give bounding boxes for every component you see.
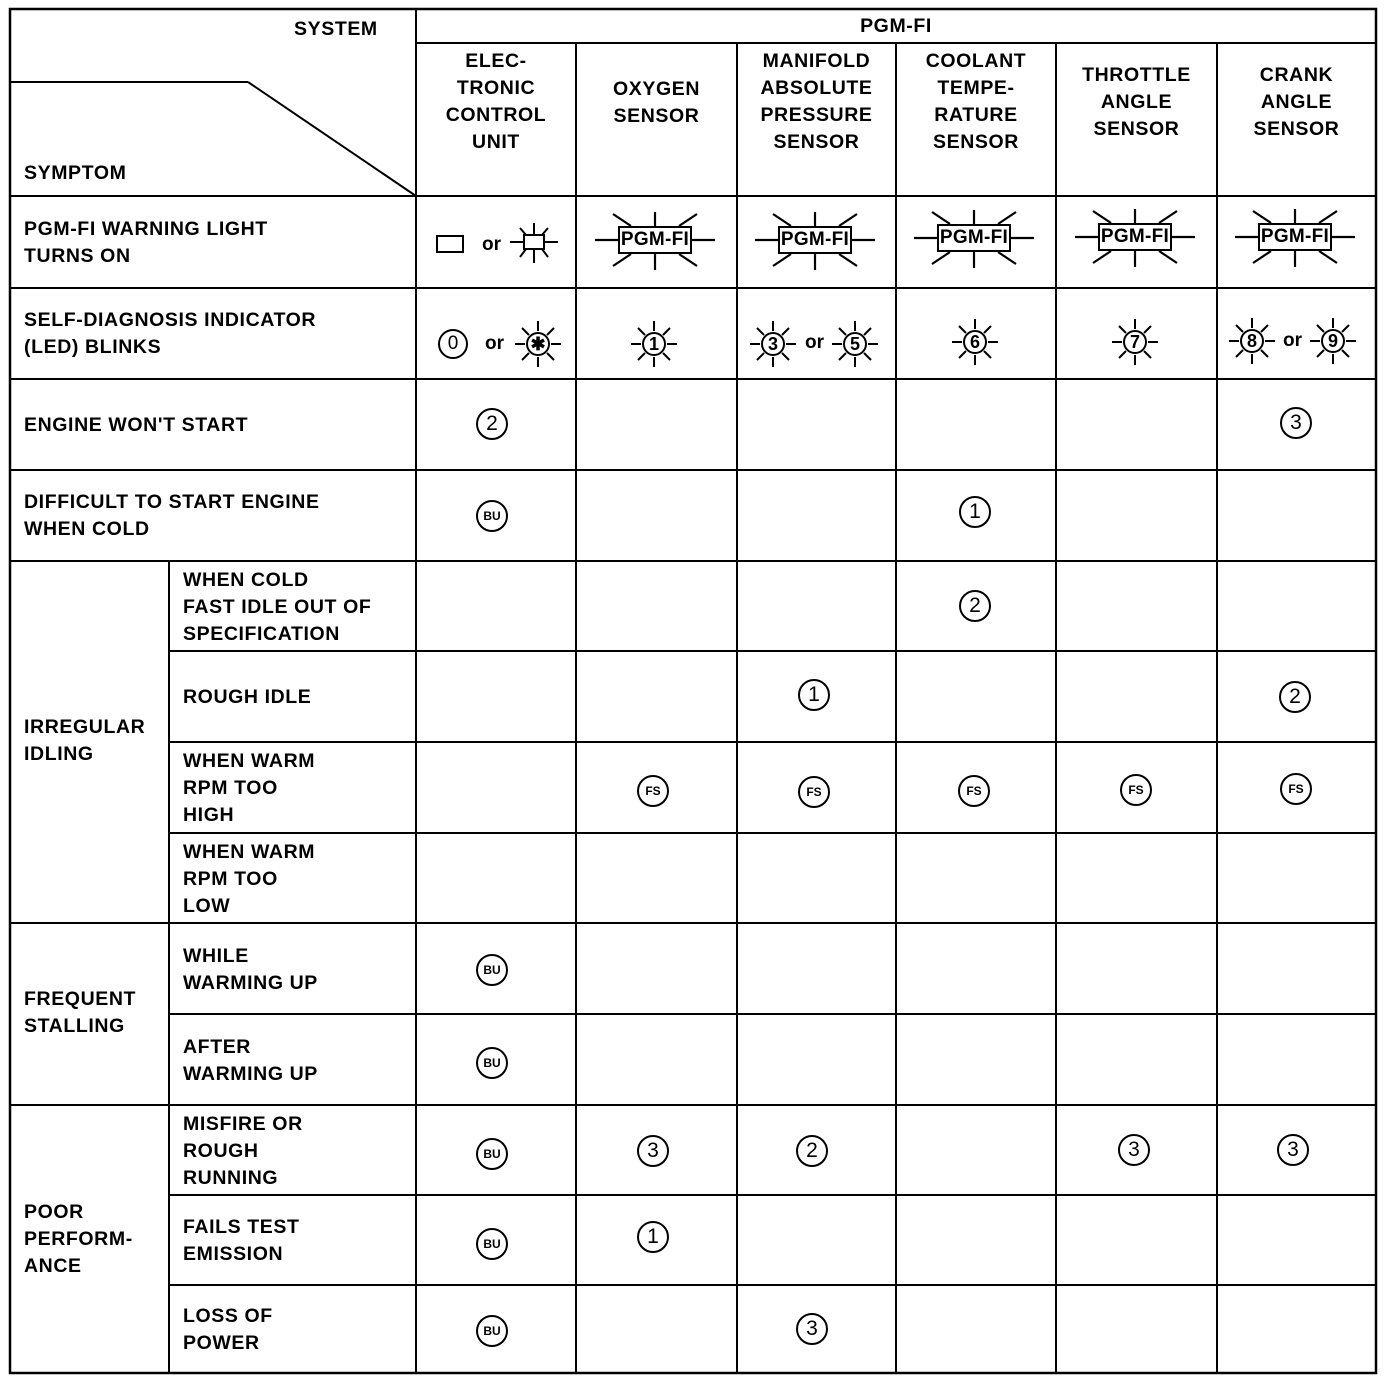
cell-warm-high-throttle: FS (1120, 774, 1152, 806)
led-blink-icon (831, 320, 879, 368)
cell-cold-fast-idle-coolant: 2 (959, 590, 991, 622)
col-header-oxygen-sensor: OXYGEN SENSOR (612, 78, 701, 127)
pgm-fi-lamp-text: PGM-FI (778, 226, 852, 254)
sub-symptom-cold-fast-idle: WHEN COLD FAST IDLE OUT OF SPECIFICATION (183, 569, 372, 645)
symptom-poor-performance: POOR PERFORM- ANCE (24, 1201, 133, 1277)
cell-loss-power-map: 3 (796, 1313, 828, 1345)
symptom-warning-light: PGM-FI WARNING LIGHT TURNS ON (24, 218, 268, 267)
cell-misfire-crank: 3 (1277, 1134, 1309, 1166)
led-code: 8 (1240, 329, 1264, 353)
led-code: 3 (761, 332, 785, 356)
cell-rough-idle-map: 1 (798, 679, 830, 711)
sub-symptom-warm-rpm-high: WHEN WARM RPM TOO HIGH (183, 750, 316, 826)
col-header-map-sensor: MANIFOLD ABSOLUTE PRESSURE SENSOR (760, 50, 873, 153)
cell-warm-high-coolant: FS (958, 775, 990, 807)
led-blink-icon (951, 318, 999, 366)
symptom-irregular-idling: IRREGULAR IDLING (24, 716, 146, 765)
pgm-fi-lamp-icon (910, 208, 1040, 272)
symptom-frequent-stalling: FREQUENT STALLING (24, 988, 137, 1037)
led-code: ✱ (526, 332, 550, 356)
pgm-fi-lamp-text: PGM-FI (1258, 223, 1332, 251)
cell-while-warming-ecu: BU (476, 954, 508, 986)
cell-fails-emission-ecu: BU (476, 1228, 508, 1260)
col-header-ecu: ELEC- TRONIC CONTROL UNIT (445, 50, 547, 153)
led-blink-icon (630, 320, 678, 368)
sub-symptom-warm-rpm-low: WHEN WARM RPM TOO LOW (183, 841, 316, 917)
pgm-fi-lamp-icon (1071, 207, 1201, 271)
symptom-hard-start-cold: DIFFICULT TO START ENGINE WHEN COLD (24, 491, 320, 540)
cell-wont-start-crank: 3 (1280, 407, 1312, 439)
col-header-throttle-sensor: THROTTLE ANGLE SENSOR (1082, 64, 1191, 140)
led-blink-icon (1309, 317, 1357, 365)
pgm-fi-lamp-text: PGM-FI (618, 226, 692, 254)
or-label: or (805, 332, 824, 353)
symptom-engine-wont-start: ENGINE WON'T START (24, 414, 249, 436)
symptom-label: SYMPTOM (24, 162, 127, 184)
led-code: 7 (1123, 330, 1147, 354)
cell-warm-high-o2: FS (637, 775, 669, 807)
system-label: SYSTEM (294, 18, 378, 40)
symptom-self-diagnosis: SELF-DIAGNOSIS INDICATOR (LED) BLINKS (24, 309, 317, 358)
pgm-fi-lamp-text: PGM-FI (937, 224, 1011, 252)
pgm-fi-lamp-text: PGM-FI (1098, 223, 1172, 251)
pgm-fi-lamp-icon (751, 210, 881, 274)
pgm-fi-lamp-icon (1231, 207, 1361, 271)
cell-misfire-o2: 3 (637, 1135, 669, 1167)
cell-misfire-ecu: BU (476, 1138, 508, 1170)
cell-warm-high-crank: FS (1280, 773, 1312, 805)
cell-hard-start-ecu: BU (476, 500, 508, 532)
cell-hard-start-coolant: 1 (959, 496, 991, 528)
cell-loss-power-ecu: BU (476, 1315, 508, 1347)
pgm-fi-lamp-icon (591, 210, 721, 274)
or-label: or (485, 333, 504, 354)
sub-symptom-rough-idle: ROUGH IDLE (183, 686, 312, 708)
led-code: 5 (843, 332, 867, 356)
or-label: or (1283, 330, 1302, 351)
led-code: 9 (1321, 329, 1345, 353)
led-blink-icon (514, 320, 562, 368)
sub-symptom-while-warming: WHILE WARMING UP (183, 945, 318, 994)
col-header-coolant-sensor: COOLANT TEMPE- RATURE SENSOR (925, 50, 1027, 153)
cell-misfire-map: 2 (796, 1135, 828, 1167)
or-label: or (482, 234, 501, 255)
pgm-fi-group-label: PGM-FI (860, 15, 932, 37)
cell-warm-high-map: FS (798, 776, 830, 808)
led-blink-icon (1228, 317, 1276, 365)
led-code: 1 (642, 332, 666, 356)
cell-misfire-throttle: 3 (1118, 1134, 1150, 1166)
cell-after-warming-ecu: BU (476, 1047, 508, 1079)
sub-symptom-after-warming: AFTER WARMING UP (183, 1036, 318, 1085)
led-blink-icon (1111, 318, 1159, 366)
cell-fails-emission-o2: 1 (637, 1221, 669, 1253)
led-code: 6 (963, 330, 987, 354)
sub-symptom-loss-power: LOSS OF POWER (183, 1305, 273, 1354)
ecu-warning-light-off-icon (436, 235, 464, 253)
sub-symptom-misfire: MISFIRE OR ROUGH RUNNING (183, 1113, 303, 1189)
led-off-code-icon: 0 (438, 329, 468, 359)
cell-rough-idle-crank: 2 (1279, 681, 1311, 713)
led-blink-icon (749, 320, 797, 368)
col-header-crank-sensor: CRANK ANGLE SENSOR (1253, 64, 1340, 140)
cell-wont-start-ecu: 2 (476, 408, 508, 440)
ecu-warning-light-on-icon (506, 220, 562, 266)
sub-symptom-fails-emission: FAILS TEST EMISSION (183, 1216, 300, 1265)
